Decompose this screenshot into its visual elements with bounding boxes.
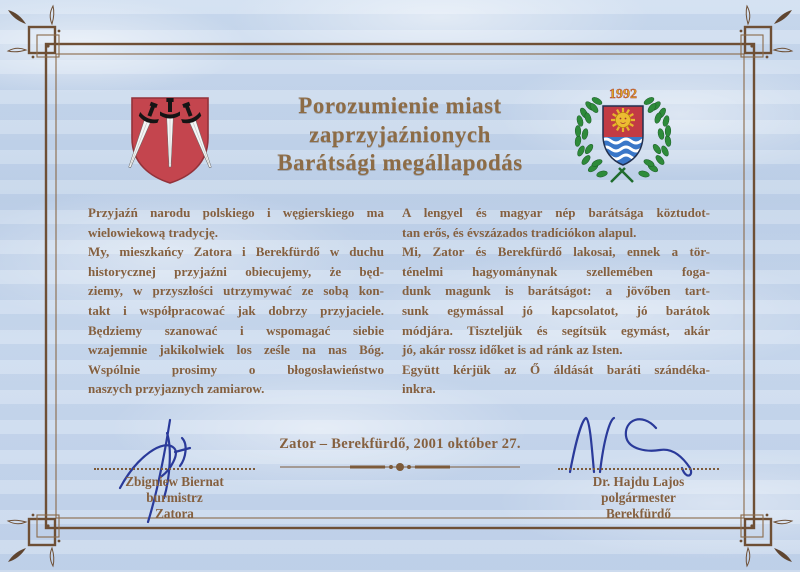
polish-line: My, mieszkańcy Zatora i Berekfürdő w duchu bbox=[88, 244, 384, 260]
polish-line: historycznej przyjaźni obiecujemy, że będ- bbox=[88, 263, 384, 279]
polish-line: ziemy, w przyszłości utrzymywać ze sobą kon- bbox=[88, 283, 384, 299]
title-line-1: Porozumienie miast bbox=[298, 93, 502, 118]
ornamental-divider bbox=[280, 459, 520, 475]
berekfurdo-coat-of-arms-icon bbox=[566, 82, 680, 188]
signatory-place: Berekfürdő bbox=[606, 505, 671, 521]
zator-coat-of-arms-icon bbox=[123, 92, 217, 188]
signatory-name: Dr. Hajdu Lajos bbox=[592, 474, 685, 489]
signatory-title: burmistrz bbox=[146, 489, 203, 505]
hungarian-line: Mi, Zator és Berekfürdő lakosai, ennek a tör- bbox=[402, 244, 710, 260]
hungarian-line: dunk magunk is barátságot: a jövőben tart- bbox=[402, 283, 710, 299]
corner-knot-bottom-right bbox=[740, 514, 792, 566]
hungarian-text-column bbox=[402, 203, 710, 399]
signature-dotted-line bbox=[94, 466, 255, 470]
signatory-place: Zatora bbox=[155, 505, 194, 521]
signature-dotted-line bbox=[558, 466, 719, 470]
signature-block-berekfurdo bbox=[556, 466, 721, 521]
polish-line: Będziemy szanować i wspomagać siebie bbox=[88, 322, 384, 338]
sun-icon bbox=[616, 113, 631, 128]
polish-line: Wspólnie prosimy o błogosławieństwo bbox=[88, 361, 384, 377]
polish-line: takt i współpracować jak dobrzy przyjaciele. bbox=[88, 302, 384, 318]
polish-line: wielowiekową tradycję. bbox=[88, 224, 218, 240]
signatory-title: polgármester bbox=[601, 489, 676, 505]
certificate-title bbox=[220, 92, 580, 178]
corner-knot-bottom-left bbox=[8, 514, 60, 566]
title-line-3: Barátsági megállapodás bbox=[277, 150, 523, 175]
founding-year-label: 1992 bbox=[609, 87, 637, 102]
polish-line: wzajemnie jakikolwiek los ześle na nas Bóg. bbox=[88, 342, 384, 358]
hungarian-line: inkra. bbox=[402, 381, 436, 397]
polish-line: naszych przyjaznych zamiarow. bbox=[88, 381, 265, 397]
polish-line: Przyjaźń narodu polskiego i węgierskiego ma bbox=[88, 205, 384, 220]
hungarian-line: Együtt kérjük az Ő áldását baráti szándéka- bbox=[402, 361, 710, 377]
hungarian-line: tan erős, és évszázados tradíciókon alapul. bbox=[402, 224, 637, 240]
date-line: Zator – Berekfürdő, 2001 október 27. bbox=[279, 436, 521, 452]
hungarian-line: ténelmi hagyománynak szellemében foga- bbox=[402, 263, 710, 279]
title-line-2: zaprzyjaźnionych bbox=[309, 121, 491, 147]
signature-block-zator bbox=[92, 466, 257, 521]
corner-knot-top-left bbox=[8, 6, 60, 58]
hungarian-line: módjára. Tiszteljük és segítsük egymást, akár bbox=[402, 322, 710, 338]
signatory-name: Zbigniew Biernat bbox=[125, 474, 224, 489]
hungarian-line: sunk egymással jó kapcsolatot, jó barátok bbox=[402, 302, 710, 318]
hungarian-line: A lengyel és magyar nép barátsága köztudot- bbox=[402, 205, 710, 220]
hungarian-line: jó, akár rossz időket is ad ránk az Isten. bbox=[402, 342, 623, 358]
polish-text-column bbox=[88, 203, 384, 399]
corner-knot-top-right bbox=[740, 6, 792, 58]
